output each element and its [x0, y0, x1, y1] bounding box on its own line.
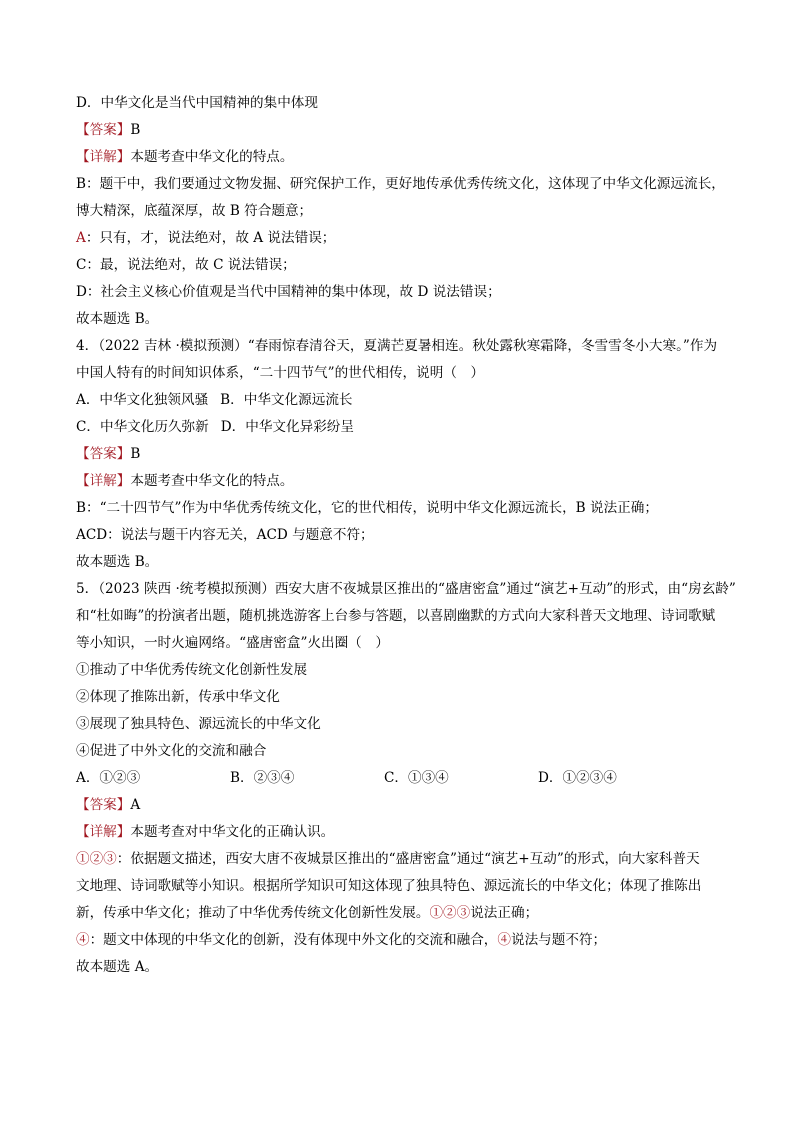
option-b: B．②③④ [230, 770, 295, 786]
explanation-a-text: ：只有，才，说法绝对，故 A 说法错误； [85, 230, 336, 246]
explanation-4-text: ：题文中体现的中华文化的创新，没有体现中外文化的交流和融合， [89, 932, 498, 948]
document-page [76, 90, 736, 981]
explanation-4-tail: 说法与题不符； [511, 932, 607, 948]
explanation-123-tail: 说法正确； [470, 905, 539, 921]
explanation-4-line [76, 927, 726, 954]
explanation-text: 本题考查中华文化的特点。 [130, 473, 294, 489]
explanation-b-line: B：题干中，我们要通过文物发掘、研究保护工作，更好地传承优秀传统文化，这体现了中华文化源远流长， [76, 176, 725, 192]
explanation-a-line [76, 225, 726, 252]
option-b: B．中华文化源远流长 [220, 392, 353, 408]
option-a: A．①②③ [76, 770, 141, 786]
explanation-line [76, 819, 726, 846]
question-5-stem: 5．（2023 陕西 ·统考模拟预测）西安大唐不夜城景区推出的“盛唐密盒”通过“演艺+互动”的形式，由“房玄龄” [76, 581, 736, 597]
answer-value: B [130, 122, 141, 138]
explanation-a-tag: A [76, 230, 86, 246]
answer-line [76, 117, 726, 144]
explanation-d-line: D：社会主义核心价值观是当代中国精神的集中体现，故 D 说法错误； [76, 284, 501, 300]
explanation-text: 本题考查对中华文化的正确认识。 [130, 824, 335, 840]
explanation-b-line-cont: 博大精深，底蕴深厚，故 B 符合题意； [76, 203, 313, 219]
answer-value: B [130, 446, 141, 462]
statement-ref-tag: ①②③ [429, 905, 471, 921]
explanation-123-line-cont: 文地理、诗词歌赋等小知识。根据所学知识可知这体现了独具特色、源远流长的中华文化；体现了推陈出 [76, 878, 702, 894]
explanation-tag: 【详解】 [76, 149, 131, 165]
answer-line [76, 441, 726, 468]
explanation-b-line: B：“二十四节气”作为中华优秀传统文化，它的世代相传，说明中华文化源远流长，B 说法正确； [76, 500, 658, 516]
explanation-123-line-cont [76, 900, 726, 927]
explanation-c-line: C：最，说法绝对，故 C 说法错误； [76, 257, 296, 273]
question-4-stem: 4．（2022 吉林 ·模拟预测）“春雨惊春清谷天，夏满芒夏暑相连。秋处露秋寒霜降，冬雪雪冬小大寒。”作为 [76, 338, 718, 354]
statement-2: ②体现了推陈出新，传承中华文化 [76, 689, 280, 705]
answer-line [76, 792, 726, 819]
statement-ref-tag: ①②③ [76, 851, 117, 867]
answer-tag: 【答案】 [76, 797, 131, 813]
explanation-text: 本题考查中华文化的特点。 [130, 149, 294, 165]
option-d: D．①②③④ [538, 770, 617, 786]
statement-1: ①推动了中华优秀传统文化创新性发展 [76, 662, 308, 678]
question-5-stem-cont: 等小知识，一时火遍网络。“盛唐密盒”火出圈（ ） [76, 635, 389, 651]
explanation-line [76, 468, 726, 495]
answer-tag: 【答案】 [76, 446, 131, 462]
answer-tag: 【答案】 [76, 122, 131, 138]
answer-value: A [130, 797, 141, 813]
option-d: D．中华文化异彩纷呈 [220, 419, 354, 435]
question-4-stem-cont: 中国人特有的时间知识体系，“二十四节气”的世代相传，说明（ ） [76, 365, 485, 381]
question-5-options [76, 765, 726, 792]
explanation-tag: 【详解】 [76, 824, 131, 840]
conclusion-line: 故本题选 B。 [76, 311, 159, 327]
question-5-stem-cont: 和“杜如晦”的扮演者出题，随机挑选游客上台参与答题，以喜剧幽默的方式向大家科普天文地理、诗词歌赋 [76, 608, 716, 624]
explanation-acd-line: ACD：说法与题干内容无关，ACD 与题意不符； [76, 527, 374, 543]
explanation-tag: 【详解】 [76, 473, 131, 489]
conclusion-line: 故本题选 B。 [76, 554, 159, 570]
option-a: A．中华文化独领风骚 [76, 392, 209, 408]
explanation-line [76, 144, 726, 171]
option-d-line: D．中华文化是当代中国精神的集中体现 [76, 95, 318, 111]
option-c: C．中华文化历久弥新 [76, 419, 209, 435]
explanation-123-text: ：依据题文描述，西安大唐不夜城景区推出的“盛唐密盒”通过“演艺+互动”的形式，向大家科普天 [116, 851, 700, 867]
statement-4: ④促进了中外文化的交流和融合 [76, 743, 267, 759]
option-c: C．①③④ [384, 770, 449, 786]
question-4-options-cd [76, 414, 726, 441]
question-4-options-ab [76, 387, 726, 414]
statement-3: ③展现了独具特色、源远流长的中华文化 [76, 716, 321, 732]
statement-ref-tag: ④ [76, 932, 90, 948]
explanation-123-text: 新，传承中华文化；推动了中华优秀传统文化创新性发展。 [76, 905, 430, 921]
statement-ref-tag: ④ [497, 932, 511, 948]
conclusion-line: 故本题选 A。 [76, 959, 159, 975]
explanation-123-line [76, 846, 726, 873]
